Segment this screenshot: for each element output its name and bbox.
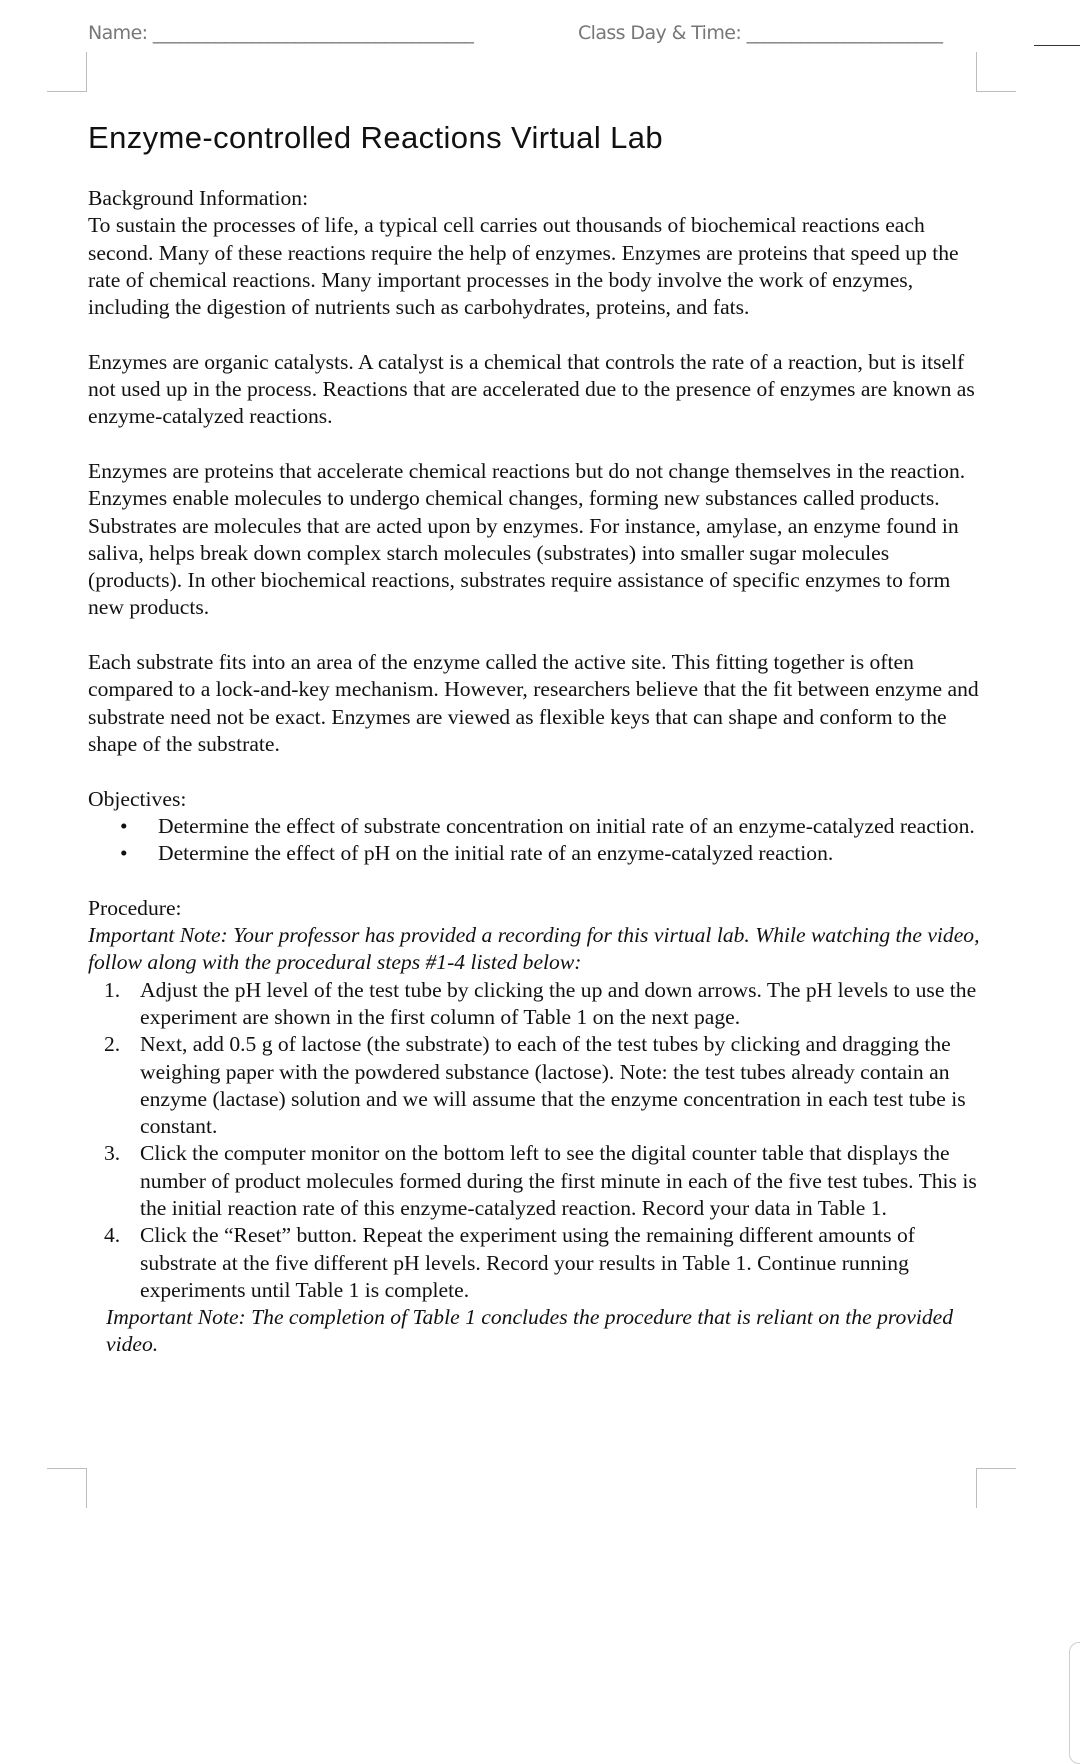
procedure-closing-note: Important Note: The completion of Table 1 concludes the procedure that is reliant on the provided video. [106, 1305, 954, 1357]
step-number: 3. [104, 1141, 121, 1166]
objectives-list [88, 813, 980, 868]
step-number: 2. [104, 1032, 121, 1057]
step-text: Click the “Reset” button. Repeat the experiment using the remaining different amounts of substrate at the five different pH levels. Record your results in Table 1. Continue running experiments until Table 1 is complete. [140, 1223, 915, 1302]
list-item [88, 1222, 980, 1304]
objectives-heading: Objectives: [88, 786, 187, 811]
page-title: Enzyme-controlled Reactions Virtual Lab [88, 120, 664, 155]
background-paragraph-4: Each substrate fits into an area of the enzyme called the active site. This fitting together is often compared to a lock-and-key mechanism. However, researchers believe that the fit between enzyme and substrate need not be exact. Enzymes are viewed as flexible keys that can shape and conform to the shape of the substrate. [88, 650, 979, 756]
crop-mark [86, 52, 87, 92]
crop-mark [976, 1468, 1016, 1469]
crop-mark [47, 1468, 87, 1469]
list-item [88, 840, 980, 867]
class-day-time-field-label: Class Day & Time: ______________________ [578, 22, 943, 44]
crop-mark [86, 1468, 87, 1508]
crop-mark [976, 52, 977, 92]
page-edge-line [1034, 45, 1080, 46]
objective-text: Determine the effect of substrate concentration on initial rate of an enzyme-catalyzed reaction. [158, 813, 975, 838]
name-field-label: Name: ____________________________________ [88, 22, 474, 44]
document-body [88, 185, 980, 1359]
background-paragraph-1: To sustain the processes of life, a typical cell carries out thousands of biochemical reactions each second. Many of these reactions require the help of enzymes. Enzymes are proteins that speed up the rate of chemical reactions. Many important processes in the body involve the work of enzymes, including the digestion of nutrients such as carbohydrates, proteins, and fats. [88, 213, 959, 320]
background-paragraph-3: Enzymes are proteins that accelerate chemical reactions but do not change themselves in the reaction. Enzymes enable molecules to undergo chemical changes, forming new substances called products. Substrates are molecules that are acted upon by enzymes. For instance, amylase, an enzyme found in saliva, helps break down complex starch molecules (substrates) into smaller sugar molecules (products). In other biochemical reactions, substrates require assistance of specific enzymes to form new products. [88, 458, 966, 620]
step-number: 4. [104, 1223, 121, 1248]
background-paragraph-2: Enzymes are organic catalysts. A catalyst is a chemical that controls the rate of a reaction, but is itself not used up in the process. Reactions that are accelerated due to the presence of enzymes are known as enzyme-catalyzed reactions. [88, 349, 975, 429]
crop-mark [976, 91, 1016, 92]
objective-text: Determine the effect of pH on the initial rate of an enzyme-catalyzed reaction. [158, 841, 834, 866]
procedure-intro-note: Important Note: Your professor has provided a recording for this virtual lab. While watching the video, follow along with the procedural steps #1-4 listed below: [88, 923, 980, 975]
list-item [88, 813, 980, 840]
crop-mark [976, 1468, 977, 1508]
step-text: Adjust the pH level of the test tube by clicking the up and down arrows. The pH levels to use the experiment are shown in the first column of Table 1 on the next page. [140, 977, 977, 1029]
background-heading: Background Information: [88, 186, 309, 210]
step-text: Next, add 0.5 g of lactose (the substrate) to each of the test tubes by clicking and dragging the weighing paper with the powdered substance (lactose). Note: the test tubes already contain an enzyme (lactase) solution and we will assume that the enzyme concentration in each test tube is constant. [140, 1032, 966, 1139]
bullet-icon: • [120, 841, 128, 866]
procedure-heading: Procedure: [88, 895, 182, 920]
crop-mark [47, 91, 87, 92]
side-panel-tab[interactable] [1069, 1642, 1080, 1764]
procedure-steps [88, 977, 980, 1305]
step-number: 1. [104, 977, 121, 1002]
bullet-icon: • [120, 813, 128, 838]
list-item [88, 1031, 980, 1140]
step-text: Click the computer monitor on the bottom left to see the digital counter table that displays the number of product molecules formed during the first minute in each of the five test tubes. This is the initial reaction rate of this enzyme-catalyzed reaction. Record your data in Table 1. [140, 1141, 977, 1220]
list-item [88, 977, 980, 1032]
list-item [88, 1140, 980, 1222]
